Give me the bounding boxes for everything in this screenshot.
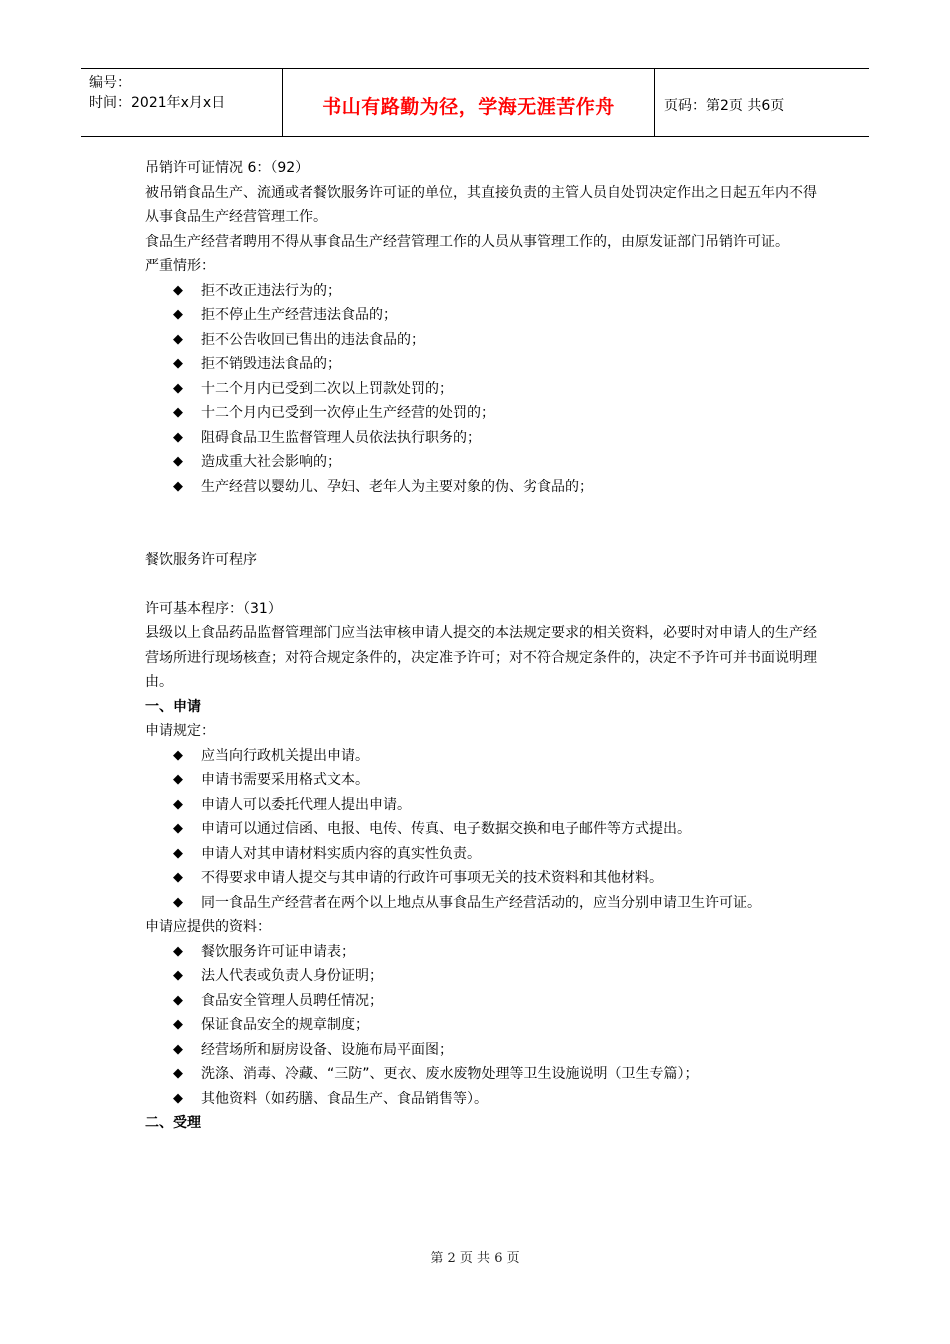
header-motto: 书山有路勤为径，学海无涯苦作舟: [322, 96, 615, 118]
list-item: [145, 940, 817, 965]
list-item: [145, 1013, 817, 1038]
diamond-bullet-icon: ◆: [173, 894, 183, 910]
list-item-text: 保证食品安全的规章制度；: [201, 1017, 369, 1033]
list-item: [145, 842, 817, 867]
list-item: [145, 450, 817, 475]
serious-list: [145, 279, 817, 500]
diamond-bullet-icon: ◆: [173, 429, 183, 445]
diamond-bullet-icon: ◆: [173, 478, 183, 494]
section-title-catering-permit: 餐饮服务许可程序: [145, 552, 257, 568]
list-item-text: 法人代表或负责人身份证明；: [201, 968, 383, 984]
diamond-bullet-icon: ◆: [173, 1017, 183, 1032]
diamond-bullet-icon: ◆: [173, 356, 183, 371]
list-item: [145, 989, 817, 1014]
list-item: [145, 891, 817, 916]
header-divider: [654, 69, 655, 136]
diamond-bullet-icon: ◆: [173, 1066, 183, 1081]
header-meta: [89, 73, 225, 113]
diamond-bullet-icon: ◆: [173, 943, 183, 959]
rules-label: 申请规定：: [145, 723, 215, 739]
list-item: [145, 303, 817, 328]
list-item: [145, 475, 817, 500]
list-item-text: 食品安全管理人员聘任情况；: [201, 992, 383, 1009]
diamond-bullet-icon: ◆: [173, 454, 183, 469]
diamond-bullet-icon: ◆: [173, 405, 183, 420]
section-title-revocation: 吊销许可证情况 6：（92）: [145, 160, 310, 176]
list-item: [145, 352, 817, 377]
diamond-bullet-icon: ◆: [173, 282, 183, 298]
list-item: [145, 744, 817, 769]
list-item-text: 不得要求申请人提交与其申请的行政许可事项无关的技术资料和其他材料。: [201, 870, 663, 886]
list-item-text: 应当向行政机关提出申请。: [201, 747, 369, 764]
list-item: [145, 401, 817, 426]
rules-list: [145, 744, 817, 916]
header-page-info: 页码：第2页 共6页: [664, 98, 785, 114]
diamond-bullet-icon: ◆: [173, 845, 183, 861]
list-item-text: 拒不停止生产经营违法食品的；: [201, 307, 397, 323]
list-item-text: 十二个月内已受到二次以上罚款处罚的；: [201, 380, 453, 397]
diamond-bullet-icon: ◆: [173, 772, 183, 787]
list-item-text: 同一食品生产经营者在两个以上地点从事食品生产经营活动的，应当分别申请卫生许可证。: [201, 894, 761, 911]
header-number-label: 编号：: [89, 75, 131, 91]
list-item-text: 经营场所和厨房设备、设施布局平面图；: [201, 1041, 453, 1058]
page-footer: 第 2 页 共 6 页: [430, 1251, 520, 1266]
list-item: [145, 1038, 817, 1063]
list-item: [145, 768, 817, 793]
list-item-text: 拒不公告收回已售出的违法食品的；: [201, 331, 425, 348]
list-item: [145, 1062, 817, 1087]
diamond-bullet-icon: ◆: [173, 307, 183, 322]
list-item: [145, 328, 817, 353]
list-item-text: 申请人对其申请材料实质内容的真实性负责。: [201, 845, 481, 862]
paragraph: 县级以上食品药品监督管理部门应当法审核申请人提交的本法规定要求的相关资料，必要时对申请人的生产经营场所进行现场核查；对符合规定条件的，决定准予许可；对不符合规定条件的，决定不予许可并书面说明理由。: [145, 625, 817, 690]
list-item-text: 餐饮服务许可证申请表；: [201, 943, 355, 960]
step-accept-heading: 二、受理: [145, 1115, 201, 1131]
list-item: [145, 377, 817, 402]
step-apply-heading: 一、申请: [145, 698, 201, 715]
diamond-bullet-icon: ◆: [173, 796, 183, 812]
list-item-text: 申请人可以委托代理人提出申请。: [201, 796, 411, 813]
diamond-bullet-icon: ◆: [173, 1041, 183, 1057]
list-item: [145, 866, 817, 891]
list-item: [145, 1087, 817, 1112]
list-item-text: 其他资料（如药膳、食品生产、食品销售等）。: [201, 1090, 488, 1107]
document-body: [145, 156, 817, 1136]
materials-label: 申请应提供的资料：: [145, 919, 271, 935]
list-item: [145, 279, 817, 304]
diamond-bullet-icon: ◆: [173, 821, 183, 836]
diamond-bullet-icon: ◆: [173, 870, 183, 885]
paragraph: 被吊销食品生产、流通或者餐饮服务许可证的单位，其直接负责的主管人员自处罚决定作出之日起五年内不得从事食品生产经营管理工作。: [145, 184, 817, 225]
list-item-text: 拒不销毁违法食品的；: [201, 356, 341, 372]
diamond-bullet-icon: ◆: [173, 968, 183, 983]
list-item-text: 阻碍食品卫生监督管理人员依法执行职务的；: [201, 429, 481, 446]
list-item-text: 造成重大社会影响的；: [201, 454, 341, 470]
header-time-label: 时间：2021年x月x日: [89, 95, 226, 111]
diamond-bullet-icon: ◆: [173, 380, 183, 396]
list-item-text: 申请书需要采用格式文本。: [201, 772, 369, 788]
diamond-bullet-icon: ◆: [173, 331, 183, 347]
list-item: [145, 817, 817, 842]
section-title-basic-procedure: 许可基本程序：（31）: [145, 600, 282, 617]
materials-list: [145, 940, 817, 1112]
diamond-bullet-icon: ◆: [173, 992, 183, 1008]
list-item: [145, 426, 817, 451]
list-item-text: 十二个月内已受到一次停止生产经营的处罚的；: [201, 405, 495, 421]
list-item-text: 生产经营以婴幼儿、孕妇、老年人为主要对象的伪、劣食品的；: [201, 478, 593, 495]
list-item-text: 洗涤、消毒、冷藏、“三防”、更衣、废水废物处理等卫生设施说明（卫生专篇）；: [201, 1066, 699, 1082]
serious-label: 严重情形：: [145, 258, 215, 274]
list-item: [145, 964, 817, 989]
diamond-bullet-icon: ◆: [173, 1090, 183, 1106]
list-item-text: 拒不改正违法行为的；: [201, 282, 341, 299]
diamond-bullet-icon: ◆: [173, 747, 183, 763]
paragraph: 食品生产经营者聘用不得从事食品生产经营管理工作的人员从事管理工作的，由原发证部门吊销许可证。: [145, 233, 789, 250]
page-header: [81, 68, 869, 137]
list-item: [145, 793, 817, 818]
list-item-text: 申请可以通过信函、电报、电传、传真、电子数据交换和电子邮件等方式提出。: [201, 821, 691, 837]
